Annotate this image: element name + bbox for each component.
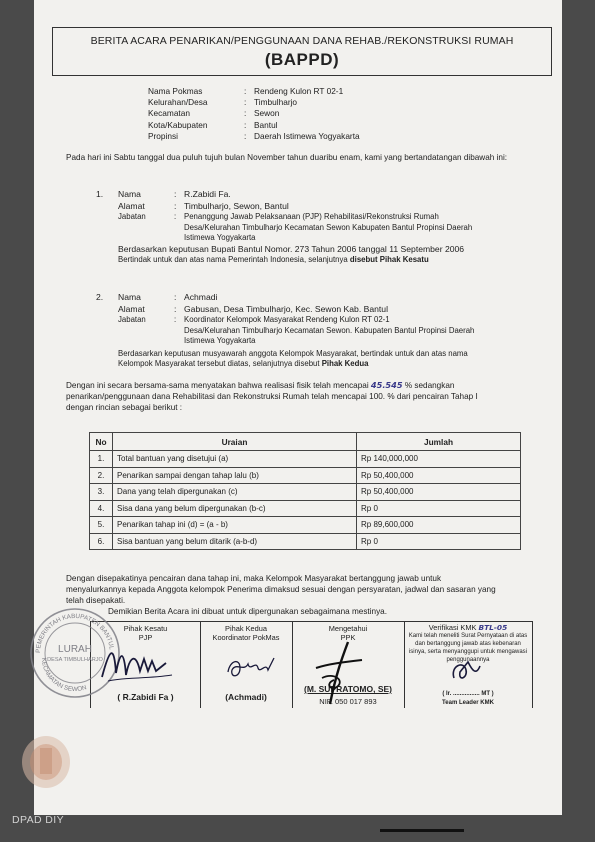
document-title-box [52,27,552,76]
table-cell-uraian: Penarikan tahap ini (d) = (a - b) [113,517,357,534]
party-basis: Berdasarkan keputusan musyawarah anggota Kelompok Masyarakat, bertindak untuk dan atas nama [118,348,468,358]
info-row: Kelurahan/Desa : Timbulharjo [148,97,298,108]
table-header: No [90,433,113,451]
rincian-table [89,432,521,550]
table-header: Uraian [113,433,357,451]
signature-role: Koordinator PokMas [212,633,280,642]
table-cell-no: 4. [90,500,113,517]
info-value: Rendeng Kulon RT 02-1 [254,86,344,96]
verification-note: penggunaannya [446,657,490,663]
verification-note: Kami telah meneliti Surat Pernyataan di atas [408,633,528,639]
signatory-nip: NIP. 050 017 893 [319,697,377,706]
table-cell-jumlah: Rp 50,400,000 [357,467,521,484]
party-label: Nama [118,292,141,302]
document-subtitle: (BAPPD) [264,50,340,69]
table-cell-uraian: Total bantuan yang disetujui (a) [113,451,357,468]
table-cell-no: 5. [90,517,113,534]
party-number: 2. [96,292,104,302]
signature-heading: Mengetahui [328,624,368,633]
signature-heading: Pihak Kedua [225,624,267,633]
info-value: Bantul [254,119,278,130]
closing-line: telah disepakati. [66,596,126,605]
signature-role: PJP [138,633,153,642]
stamp-text-sub: DESA TIMBULHARJO [47,657,103,663]
signature-achmadi [222,652,282,686]
pokmas-info [148,86,360,142]
party-position: Koordinator Kelompok Masyarakat Rendeng Kulon RT 02-1 [184,315,390,324]
party-label: Jabatan [118,212,146,221]
party-label: Nama [118,189,141,199]
table-cell-jumlah: Rp 0 [357,533,521,550]
info-label: Propinsi [148,130,178,141]
statement-line: Dengan ini secara bersama-sama menyatakan bahwa realisasi fisik telah mencapai [66,381,369,390]
diy-emblem-logo [18,730,74,792]
party-address: Timbulharjo, Sewon, Bantul [184,200,289,211]
info-value: Daerah Istimewa Yogyakarta [254,130,360,141]
stamp-text-top: PEMERINTAH KABUPATEN BANTUL [34,612,115,654]
footer-bar [380,829,464,832]
table-cell-jumlah: Rp 0 [357,500,521,517]
info-row: Nama Pokmas : Rendeng Kulon RT 02-1 [148,86,344,96]
table-row [90,467,521,484]
party-position-line: Istimewa Yogyakarta [184,336,256,345]
table-cell-jumlah: Rp 89,600,000 [357,517,521,534]
party-label: Alamat [118,303,145,314]
party-position: Penanggung Jawab Pelaksanaan (PJP) Rehabilitasi/Rekonstruksi Rumah [184,212,439,221]
table-cell-uraian: Penarikan sampai dengan tahap lalu (b) [113,467,357,484]
signature-supratomo [308,638,368,708]
party-one: 1. Nama : R.Zabidi Fa. Alamat : Timbulharjo, Sewon, Bantul Jabatan : Penanggung Jawab Pelaksanaan (PJP) Rehabilitasi/Rekonstruksi Rumah Desa/Kelurahan Timbulharjo Kecamatan Sewon Kabupaten Bantul Propinsi Daerah Istimewa Yogyakarta Berdasarkan keputusan Bupati Bantul Nomor. 273 Tahun 2006 tanggal 11 September 2006 Bertindak untuk dan atas nama Pemerintah Indonesia, selanjutnya disebut Pihak Kesatu [96,189,524,266]
party-position-line: Desa/Kelurahan Timbulharjo Kecamatan Sewon. Kabupaten Bantul Propinsi Daerah [184,325,475,335]
table-header: Jumlah [357,433,521,451]
stamp-text-mid: LURAH [58,644,92,655]
party-basis-line: Kelompok Masyarakat tersebut diatas, selanjutnya disebut [118,359,322,368]
info-row: Kota/Kabupaten : Bantul [148,119,278,130]
table-row [90,517,521,534]
table-row [90,500,521,517]
info-value: Sewon [254,108,280,119]
signature-heading: Verifikasi KMK [428,623,477,632]
table-cell-no: 3. [90,484,113,501]
signatory-role: Team Leader KMK [442,700,494,706]
signatory-name: ( Ir. ................ MT ) [442,691,494,697]
info-label: Kecamatan [148,108,190,119]
info-row: Propinsi : Daerah Istimewa Yogyakarta [148,130,360,141]
intro-paragraph: Pada hari ini Sabtu tanggal dua puluh tujuh bulan November tahun duaribu enam, kami yang bertandatangan dibawah ini: [66,153,508,162]
closing-paragraph [66,573,536,617]
closing-line: menyalurkannya kepada Anggota kelompok Penerima dimaksud sesuai dengan persyaratan, jadwal dan sasaran yang [66,585,496,594]
table-row [90,451,521,468]
statement-line-end: % sedangkan [404,381,455,390]
handwritten-percentage: 45.545 [370,380,403,390]
statement-line: penarikan/penggunaan dana Rehabilitasi dan Rekonstruksi Rumah telah mencapai 100. % dari pencairan Tahap I [66,392,478,401]
table-row [90,484,521,501]
signatory-name: (M. SUPRATOMO, SE) [304,684,392,694]
table-cell-uraian: Dana yang telah dipergunakan (c) [113,484,357,501]
party-label: Jabatan [118,315,146,324]
party-two: 2. Nama : Achmadi Alamat : Gabusan, Desa Timbulharjo, Kec. Sewon Kab. Bantul Jabatan : Koordinator Kelompok Masyarakat Rendeng Kulon RT 02-1 Desa/Kelurahan Timbulharjo Kecamatan Sewon. Kabupaten Bantul Propinsi Daerah Istimewa Yogyakarta Berdasarkan keputusan musyawarah anggota Kelompok Masyarakat, bertindak untuk dan atas nama Kelompok Masyarakat tersebut diatas, selanjutnya disebut Pihak Kedua [96,292,538,370]
info-label: Kelurahan/Desa [148,97,208,108]
signature-heading: Pihak Kesatu [123,624,168,633]
table-cell-uraian: Sisa bantuan yang belum ditarik (a-b-d) [113,533,357,550]
signature-team-leader [446,656,486,690]
info-label: Kota/Kabupaten [148,119,208,130]
party-number: 1. [96,189,104,199]
party-name: R.Zabidi Fa. [184,189,231,199]
party-position-line: Desa/Kelurahan Timbulharjo Kecamatan Sewon Kabupaten Bantul Propinsi Daerah [184,222,473,232]
party-position-line: Istimewa Yogyakarta [184,233,256,242]
verification-note: isinya, serta menyanggupi untuk mengawasi [408,649,528,655]
party-basis: Berdasarkan keputusan Bupati Bantul Nomor. 273 Tahun 2006 tanggal 11 September 2006 [118,243,465,254]
info-label: Nama Pokmas [148,86,203,96]
table-cell-jumlah: Rp 50,400,000 [357,484,521,501]
table-cell-no: 2. [90,467,113,484]
party-label: Alamat [118,200,145,211]
table-row [90,533,521,550]
party-act: Bertindak untuk dan atas nama Pemerintah Indonesia, selanjutnya [118,255,350,264]
table-header-row [90,433,521,451]
table-cell-no: 1. [90,451,113,468]
watermark-text: DPAD DIY [12,814,65,826]
stamp-text-bottom: KECAMATAN SEWON [39,657,88,694]
closing-line: Dengan disepakatinya pencairan dana tahap ini, maka Kelompok Masyarakat bertanggung jawab untuk [66,574,442,583]
handwritten-code: BTL-05 [478,623,508,632]
table-cell-jumlah: Rp 140,000,000 [357,451,521,468]
signature-role: PPK [340,633,356,642]
info-row: Kecamatan : Sewon [148,108,280,119]
table-cell-uraian: Sisa dana yang belum dipergunakan (b-c) [113,500,357,517]
info-value: Timbulharjo [254,97,298,108]
signature-zabidi [96,637,186,687]
document-title: BERITA ACARA PENARIKAN/PENGGUNAAN DANA REHAB./REKONSTRUKSI RUMAH [90,35,514,47]
signatory-name: ( R.Zabidi Fa ) [117,692,174,702]
closing-line: Demikian Berita Acara ini dibuat untuk dipergunakan sebagaimana mestinya. [108,607,387,616]
party-act-designation: Pihak Kedua [321,359,369,368]
party-name: Achmadi [184,292,218,302]
table-cell-no: 6. [90,533,113,550]
statement-paragraph [66,380,536,413]
party-act-designation: disebut Pihak Kesatu [349,255,429,264]
party-address: Gabusan, Desa Timbulharjo, Kec. Sewon Kab. Bantul [184,303,388,314]
verification-note: dan bertanggung jawab atas kebenaran [415,641,521,647]
signatory-name: (Achmadi) [225,692,267,702]
statement-line: dengan rincian sebagai berikut : [66,403,183,412]
